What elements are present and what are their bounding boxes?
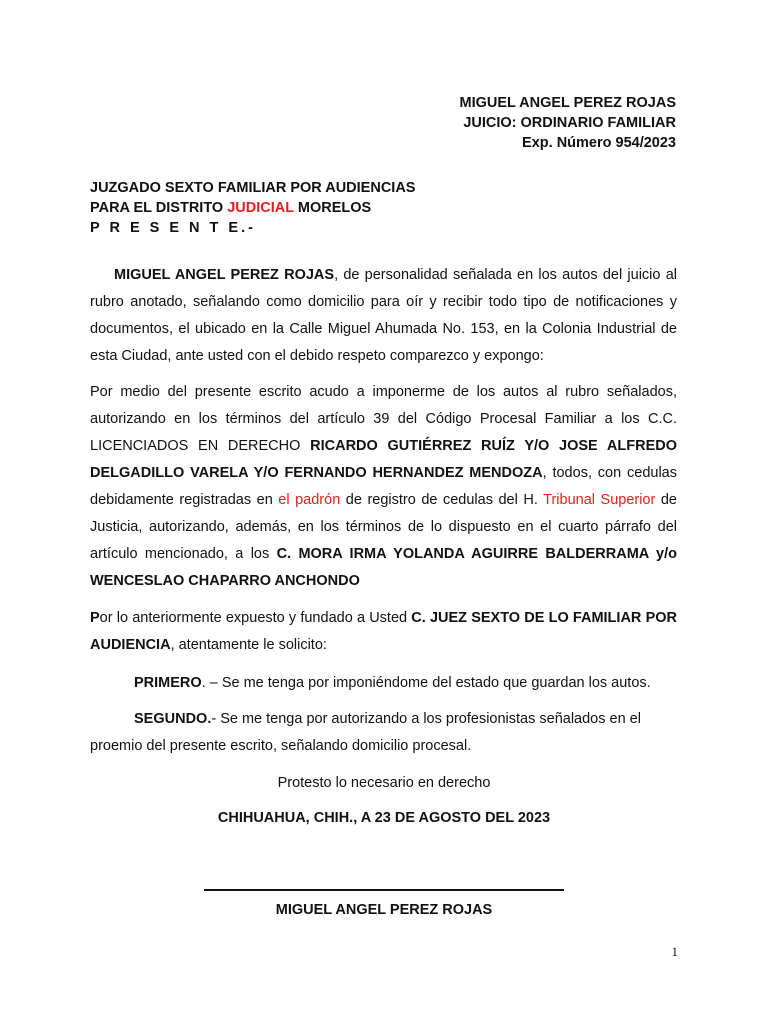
header-party-name: MIGUEL ANGEL PEREZ ROJAS <box>459 95 676 111</box>
place-date: CHIHUAHUA, CHIH., A 23 DE AGOSTO DEL 2023 <box>217 810 551 826</box>
addressee-district <box>90 198 415 218</box>
addressee-district-suffix: MORELOS <box>293 200 372 216</box>
protesto-line: Protesto lo necesario en derecho <box>277 775 491 791</box>
addressee-court: JUZGADO SEXTO FAMILIAR POR AUDIENCIAS <box>90 180 416 196</box>
petition-second-text: - Se me tenga por autorizando a los profesionistas señalados en el proemio del presente escrito, señalando domicilio procesal. <box>90 711 641 754</box>
auth-text-4: de Justicia, autorizando, además, en los términos de lo dispuesto en el cuarto párrafo del artículo mencionado, a los <box>90 492 677 562</box>
auth-tribunal: Tribunal Superior <box>543 492 656 508</box>
paragraph-authorization <box>90 379 677 595</box>
paragraph-request <box>90 605 677 659</box>
addressee-block <box>90 178 415 238</box>
signature-name: MIGUEL ANGEL PEREZ ROJAS <box>275 902 493 918</box>
appearance-text: , de personalidad señalada en los autos del juicio al rubro anotado, señalando como domicilio para oír y recibir todo tipo de notificaciones y documentos, el ubicado en la Calle Miguel Ahumada No. 153, en la Colonia Industrial de esta Ciudad, ante usted con el debido respeto comparezco y expongo: <box>90 267 677 364</box>
addressee-presente: P R E S E N T E.- <box>90 220 256 236</box>
auth-lawyers: RICARDO GUTIÉRREZ RUÍZ Y/O JOSE ALFREDO DELGADILLO VARELA Y/O FERNANDO HERNANDEZ MENDOZA <box>90 438 677 481</box>
signature-line <box>204 889 564 891</box>
auth-text-2: , todos, con cedulas debidamente registradas en <box>90 465 677 508</box>
page-number: 1 <box>671 944 678 959</box>
addressee-district-prefix: PARA EL DISTRITO <box>90 200 228 216</box>
header-trial-type: JUICIO: ORDINARIO FAMILIAR <box>463 115 676 131</box>
request-text-1: or lo anteriormente expuesto y fundado a Usted <box>99 610 412 626</box>
petition-second-label: SEGUNDO. <box>134 711 212 727</box>
petition-first-text: . – Se me tenga por imponiéndome del estado que guardan los autos. <box>201 675 651 691</box>
petition-first-label: PRIMERO <box>134 675 202 691</box>
header-file-number: Exp. Número 954/2023 <box>522 135 676 151</box>
case-header <box>460 93 676 153</box>
auth-persons: C. MORA IRMA YOLANDA AGUIRRE BALDERRAMA y/o WENCESLAO CHAPARRO ANCHONDO <box>90 546 678 589</box>
request-judge: C. JUEZ SEXTO DE LO FAMILIAR POR AUDIENCIA <box>90 610 677 653</box>
auth-text-1: Por medio del presente escrito acudo a imponerme de los autos al rubro señalados, autorizando en los términos del artículo 39 del Código Procesal Familiar a los C.C. LICENCIADOS EN DERECHO <box>90 384 677 454</box>
auth-padron: el padrón <box>278 492 341 508</box>
auth-text-3: de registro de cedulas del H. <box>340 492 544 508</box>
addressee-judicial-word: JUDICIAL <box>227 200 294 216</box>
appearance-name: MIGUEL ANGEL PEREZ ROJAS <box>114 267 335 283</box>
request-text-2: , atentamente le solicito: <box>170 637 327 653</box>
petition-second <box>90 706 677 760</box>
request-initial: P <box>90 610 100 626</box>
paragraph-appearance <box>90 262 677 370</box>
petition-first <box>90 670 677 697</box>
